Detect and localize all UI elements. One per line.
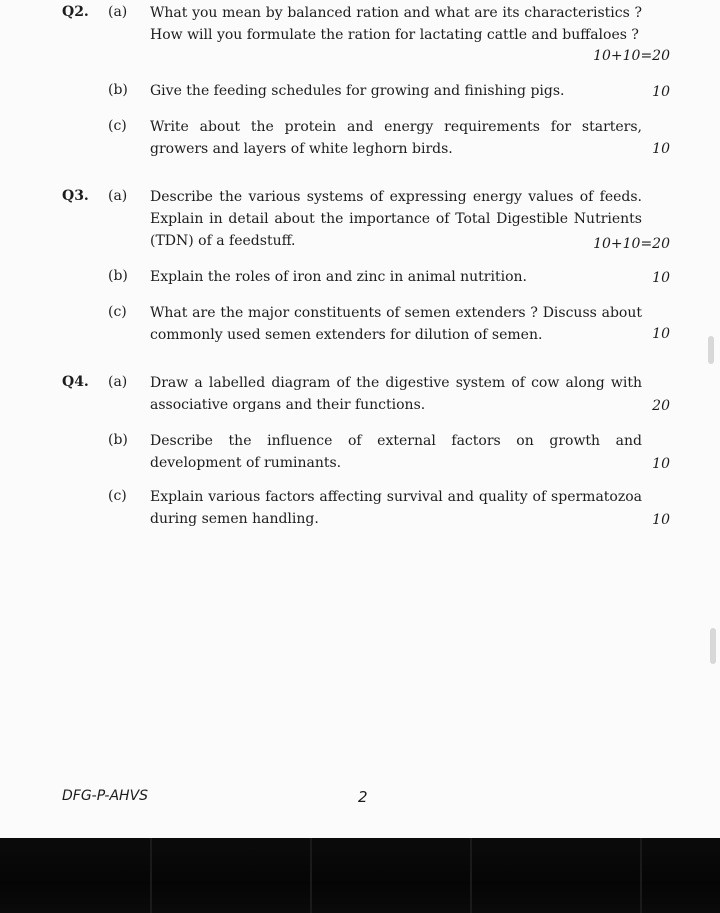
marks: 10+10=20	[593, 48, 670, 64]
part-label: (b)	[108, 432, 128, 448]
marks: 10+10=20	[593, 236, 670, 252]
part-label: (a)	[108, 188, 128, 204]
part-label: (b)	[108, 82, 128, 98]
marks: 20	[652, 398, 670, 414]
question-number: Q2.	[62, 4, 89, 20]
part-text: Explain the roles of iron and zinc in animal nutrition.	[150, 269, 527, 285]
part-label: (b)	[108, 268, 128, 284]
paper-code: DFG-P-AHVS	[62, 788, 149, 804]
marks: 10	[652, 270, 670, 286]
marks: 10	[652, 512, 670, 528]
part-text: Explain various factors affecting survival and quality of spermatozoa during semen handling.	[150, 489, 642, 527]
question-number: Q4.	[62, 374, 89, 390]
part-text: What you mean by balanced ration and what are its characteristics ? How will you formulate the ration for lactating cattle and buffaloes ?	[150, 5, 642, 43]
page-number: 2	[358, 788, 368, 806]
part-label: (c)	[108, 118, 127, 134]
scan-smudge	[710, 628, 716, 664]
marks: 10	[652, 456, 670, 472]
scan-smudge	[708, 336, 714, 364]
part-text: Give the feeding schedules for growing and finishing pigs.	[150, 83, 565, 99]
part-label: (c)	[108, 488, 127, 504]
part-text: Describe the various systems of expressing energy values of feeds. Explain in detail about the importance of Total Digestible Nutrients (TDN) of a feedstuff.	[150, 189, 642, 249]
marks: 10	[652, 141, 670, 157]
marks: 10	[652, 84, 670, 100]
part-label: (c)	[108, 304, 127, 320]
part-text: Draw a labelled diagram of the digestive system of cow along with associative organs and their functions.	[150, 375, 642, 413]
question-number: Q3.	[62, 188, 89, 204]
part-text: Describe the influence of external factors on growth and development of ruminants.	[150, 433, 642, 471]
scan-border	[0, 838, 720, 913]
part-label: (a)	[108, 374, 128, 390]
marks: 10	[652, 326, 670, 342]
part-label: (a)	[108, 4, 128, 20]
part-text: What are the major constituents of semen extenders ? Discuss about commonly used semen extenders for dilution of semen.	[150, 305, 642, 343]
part-text: Write about the protein and energy requirements for starters, growers and layers of white leghorn birds.	[150, 119, 642, 157]
